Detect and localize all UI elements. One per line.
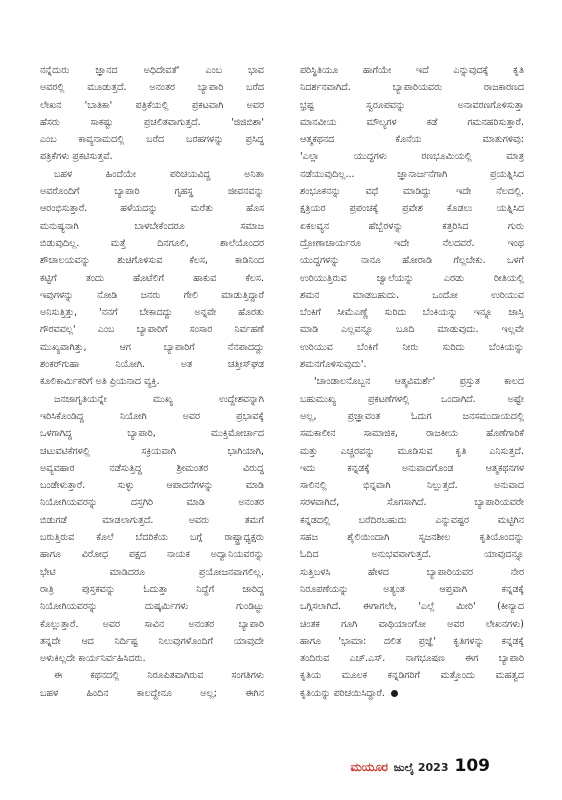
text-line bbox=[40, 581, 264, 598]
text-line bbox=[300, 373, 524, 390]
text-line-content: ಅವರಲ್ಲಿ ಮೂಡುತ್ತದೆ. ಅನಂತರ ಬ್ಯಾಪಾರಿ ಬರೆದ bbox=[40, 82, 264, 94]
text-line-content: ಕಟ್ಟಿಗೆ ತಂದು ಹೊಟೆಲಿಗೆ ಹಾಕುವ ಕೆಲಸ. bbox=[40, 272, 264, 284]
article-column-left bbox=[40, 62, 264, 702]
text-line-content: ಪತ್ರಿಕೆಗಳು ಪ್ರಕಟಿಸುತ್ತವೆ. bbox=[40, 151, 113, 163]
magazine-logo: ಮಯೂರ bbox=[350, 760, 388, 774]
text-line-content: ಬರುತ್ತಿರುವ ಕೊಲೆ ಬೆದರಿಕೆಯ ಬಗ್ಗೆ ರಾಷ್ಟ್ರಾಧ್ಯಕ್ಷರು bbox=[40, 532, 264, 544]
text-line-content: ಶಂಕರ್‌ಗುಹಾ ನಿಯೋಗಿ. ಅತ ಚತ್ತೀಸ್‌ಘಡ bbox=[40, 359, 264, 371]
text-line-content: ಉರಿಯುತ್ತಿರುವ ಜ್ವಾಲೆಯನ್ನು ಎರಡು ರೀತಿಯಲ್ಲಿ bbox=[300, 272, 524, 284]
text-line bbox=[40, 97, 264, 114]
text-line bbox=[40, 529, 264, 546]
text-line-content: ಚಟುವಟಿಕೆಗಳಲ್ಲಿ ಸಕ್ರಿಯವಾಗಿ ಭಾಗಿಯಾಗಿ, bbox=[40, 445, 264, 457]
text-line-content: ಮಾಡಿ ಎಲ್ಲವನ್ನೂ ಬೂದಿ ಮಾಡುವುದು. ಇಲ್ಲವೇ bbox=[300, 324, 524, 336]
text-line bbox=[300, 443, 524, 460]
text-line-content: ಓದಿದ ಅನುಭವವಾಗುತ್ತದೆ. ಯಾವುದನ್ನೂ bbox=[300, 549, 524, 561]
text-line bbox=[40, 685, 264, 702]
text-line-content: ತನ್ನದೇ ಆದ ನಿರ್ದಿಷ್ಟ ನಿಲುವುಗಳೊಂದಿಗೆ ಯಾವುದೇ bbox=[40, 635, 264, 647]
text-line bbox=[300, 97, 524, 114]
text-line-content: 'ಚಾಂಡಾಲನೊಬ್ಬನ ಆತ್ಮವಿಮರ್ಶೆ' ಪ್ರಸ್ತುತ ಕಾಲದ bbox=[314, 376, 524, 388]
text-line-content: ಪರಿಸ್ಥಿತಿಯೂ ಹಾಗೆಯೇ ಇದೆ ಎನ್ನುವುದಕ್ಕೆ ಕೃತಿ bbox=[300, 65, 524, 76]
text-line-content: ನಿಯೋಗಿಯವರನ್ನು ದಸ್ತಗಿರಿ ಮಾಡಿ ಅನಂತರ bbox=[40, 497, 264, 509]
text-line-content: ಕೃತಿಯ ಮೂಲಕ ಕನ್ನಡಿಗರಿಗೆ ಮತ್ತೊಂದು ಮಹತ್ವದ bbox=[300, 670, 524, 682]
text-line-content: ಬಹಳ ಹಿಂದೆಯೇ ಪರಿಚಯವಿದ್ದ ಅನಿತಾ bbox=[54, 168, 264, 180]
text-line bbox=[300, 287, 524, 304]
text-line bbox=[40, 62, 264, 79]
text-line-content: ಬಂಡೇಳುತ್ತಾರೆ. ಸುಳ್ಳು ಆಪಾದನೆಗಳನ್ನು ಮಾಡಿ bbox=[40, 480, 264, 492]
text-line-content: ಈ ಕಥನದಲ್ಲಿ ನಿರೂಪಿತವಾಗಿರುವ ಸಂಗತಿಗಳು bbox=[54, 670, 264, 682]
text-line-content: ಕೊಲ್ಲುತ್ತಾರೆ. ಅವರ ಸಾವಿನ ಅನಂತರ ಬ್ಯಾಪಾರಿ bbox=[40, 618, 264, 630]
text-line bbox=[300, 529, 524, 546]
text-line-content: ಅನಿಸುತ್ತಿತ್ತು, 'ನನಗೆ ಬೇಕಾದದ್ದು ಅನ್ನವೇ ಹೊರತು bbox=[40, 307, 264, 319]
text-line-content: ದ್ರೋಣಾಚಾರ್ಯರೂ ಇದೇ ನೆಲದವರೆ. ಇಂಥ bbox=[300, 237, 524, 249]
text-line-content: ಕ್ಷತ್ರಿಯರ ಪ್ರಪಂಚಕ್ಕೆ ಪ್ರವೇಶ ಕೊಡಲು ಯತ್ನಿಸಿದ bbox=[300, 203, 524, 215]
text-line-content: ಒಗ್ಗಿಸಲಾಗಿದೆ. ಈಗಾಗಲೇ, 'ಎಲ್ಲೆ ಮೀರಿ' (ಕೀನ್ಯಾದ bbox=[300, 601, 524, 613]
text-line bbox=[40, 477, 264, 494]
text-line-content: ಒಳಗಾಗಿದ್ದ ಬ್ಯಾಪಾರಿ, ಮುಕ್ತಿಮೋರ್ಚಾದ bbox=[40, 428, 264, 440]
text-line bbox=[40, 200, 264, 217]
text-line bbox=[300, 356, 524, 373]
text-line bbox=[40, 148, 264, 165]
text-line bbox=[300, 148, 524, 165]
text-line bbox=[40, 356, 264, 373]
text-line-content: ಶೌಚಾಲಯವನ್ನು ಶುಚಿಗೊಳಿಸುವ ಕೆಲಸ, ಕಾಡಿನಿಂದ bbox=[40, 255, 264, 267]
page-footer bbox=[350, 756, 490, 776]
text-line bbox=[300, 425, 524, 442]
text-line bbox=[40, 114, 264, 131]
text-line bbox=[300, 598, 524, 615]
text-line bbox=[300, 685, 524, 702]
text-line bbox=[300, 304, 524, 321]
text-line bbox=[300, 131, 524, 148]
text-line-content: ಬಿಡುಗಡೆ ಮಾಡಲಾಗುತ್ತದೆ. ಅವರು ತಮಗೆ bbox=[40, 514, 264, 526]
text-line-content: ಅಳುಕಿಲ್ಲದೇ ಕಾರ್ಯನಿರ್ವಹಿಸಿದರು. bbox=[40, 653, 146, 665]
text-line-content: ಆರಂಭಿಸುತ್ತಾರೆ. ಹಳೆಯದನ್ನು ಮರೆತು ಹೊಸ bbox=[40, 203, 264, 215]
text-line-content: ನನ್ನೆದುರು ಜ್ಞಾನದ ಅಧಿದೇವತೆ' ಎಂಬ ಭಾವ bbox=[40, 65, 264, 76]
text-line-content: ಭ್ರಷ್ಟ ಸ್ವರೂಪವನ್ನು ಅನಾವರಣಗೊಳಿಸುತ್ತಾ bbox=[300, 99, 524, 111]
text-line-content: ಹಾಗೂ ವಿರೋಧ ಪಕ್ಷದ ನಾಯಕ ಅದ್ವಾನಿಯವರನ್ನು bbox=[40, 549, 264, 561]
text-line bbox=[300, 62, 524, 79]
text-line-content: ಅವರೊಂದಿಗೆ ಬ್ಯಾಪಾರಿ ಗೃಹಸ್ಥ ಜೀವನವನ್ನು bbox=[40, 186, 264, 198]
text-line-content: ಅಲ್ಲ, ಪ್ರಜ್ಞಾವಂತ ಓದುಗ ಜನಸಮುದಾಯದಲ್ಲಿ bbox=[300, 410, 524, 422]
text-line-content: ಗೌರವವಲ್ಲ' ಎಂಬ ಬ್ಯಾಪಾರಿಗೆ ಸಂಸಾರ ನಿರ್ವಹಣೆ bbox=[40, 324, 264, 336]
text-line-content: ನಿಯೋಗಿಯವರನ್ನು ದುಷ್ಕರ್ಮಿಗಳು ಗುಂಡಿಟ್ಟು bbox=[40, 601, 264, 613]
text-line bbox=[40, 79, 264, 96]
text-line-content: ಬಿಡುವುದಿಲ್ಲ. ಮತ್ತೆ ದಿನಗೂಲಿ, ಶಾಲೆಯೊಂದರ bbox=[40, 237, 264, 249]
text-line bbox=[40, 131, 264, 148]
text-line-content: ಮುಖ್ಯವಾಗಿತ್ತು, ಆಗ ಬ್ಯಾಪಾರಿಗೆ ನೆನಪಾದದ್ದು bbox=[40, 341, 264, 353]
text-line bbox=[40, 546, 264, 563]
text-line-content: ಸಹಜ ಶೈಲಿಯಿಂದಾಗಿ ಸೃಜನಶೀಲ ಕೃತಿಯೊಂದನ್ನು bbox=[300, 532, 524, 544]
text-line-content: ಚಿಂತಕ ಗೂಗಿ ವಾಥಿಯಾಂಗೋ ಅವರ ಲೇಖನಗಳು) bbox=[300, 618, 524, 630]
text-line-content: ಕೂಲಿಕಾರ್ಮಿಕರಿಗೆ ಅತಿ ಪ್ರಿಯನಾದ ವ್ಯಕ್ತಿ. bbox=[40, 376, 160, 388]
text-line bbox=[40, 166, 264, 183]
text-line-content: ಕೃತಿಯನ್ನು ಪರಿಚಯಿಸಿದ್ದಾರೆ. bbox=[300, 687, 385, 699]
page-number: 109 bbox=[454, 756, 490, 776]
text-line bbox=[40, 287, 264, 304]
text-line-content: ಬಹಳ ಹಿಂದಿನ ಕಾಲದ್ದೇನೂ ಅಲ್ಲ; ಈಗಿನ bbox=[40, 687, 264, 699]
text-line bbox=[40, 252, 264, 269]
text-line bbox=[300, 391, 524, 408]
text-line-content: ಜನಜಾಗೃತಿಯನ್ನೇ ಮುಖ್ಯ ಉದ್ದೇಶವನ್ನಾಗಿ bbox=[54, 393, 264, 405]
text-line bbox=[300, 114, 524, 131]
text-line-content: ಹಾಗೂ 'ಭಾಮಾ: ದಲಿತ ಪ್ರಜ್ಞೆ' ಕೃತಿಗಳನ್ನು ಕನ್ನಡಕ್ಕೆ bbox=[300, 635, 524, 647]
text-line bbox=[300, 512, 524, 529]
text-line bbox=[300, 477, 524, 494]
text-line bbox=[40, 650, 264, 667]
text-line-content: ನಿರೂಪಣೆಯನ್ನು ಅತ್ಯಂತ ಆಪ್ತವಾಗಿ ಕನ್ನಡಕ್ಕೆ bbox=[300, 583, 524, 595]
text-line bbox=[300, 79, 524, 96]
text-line-content: 'ಎಲ್ಲಾ ಯುದ್ಧಗಳು ರಣಭೂಮಿಯಲ್ಲಿ ಮಾತ್ರ bbox=[300, 151, 524, 163]
text-line-content: ಭೇಟಿ ಮಾಡಿದರೂ ಪ್ರಯೋಜನವಾಗಲಿಲ್ಲ. bbox=[40, 566, 264, 578]
text-line bbox=[40, 321, 264, 338]
text-line bbox=[300, 218, 524, 235]
text-line bbox=[40, 598, 264, 615]
text-line-content: ಇದು ಕನ್ನಡಕ್ಕೆ ಅನುವಾದಗೊಂಡ ಆತ್ಮಕಥನಗಳ bbox=[300, 462, 524, 474]
text-line-content: ಶಂಭೂಕನನ್ನು ವಧೆ ಮಾಡಿದ್ದು ಇದೇ ನೆಲದಲ್ಲಿ. bbox=[300, 186, 524, 198]
text-line bbox=[300, 339, 524, 356]
text-line bbox=[40, 494, 264, 511]
text-line-content: ಕನ್ನಡದಲ್ಲಿ ಬರೆದಿರಬಹುದು ಎನ್ನುವಷ್ಟರ ಮಟ್ಟಿಗಿನ bbox=[300, 514, 524, 526]
text-line bbox=[300, 650, 524, 667]
text-line-content: ಅವ್ಯವಹಾರ ನಡೆಸುತ್ತಿದ್ದ ಶ್ರೀಮಂತರ ವಿರುದ್ಧ bbox=[40, 462, 264, 474]
text-line-content: ಬೆಂಕಿಗೆ ಸೀಮೆಎಣ್ಣೆ ಸುರಿದು ಬೆಂಕಿಯನ್ನು ಇನ್ನೂ ಜಾಸ್ತಿ bbox=[300, 307, 524, 319]
text-line bbox=[40, 408, 264, 425]
text-line bbox=[300, 546, 524, 563]
text-line-content: ಬಹುಮುಖ್ಯ ಪ್ರಕಟಣೆಗಳಲ್ಲಿ ಒಂದಾಗಿದೆ. ಅಷ್ಟೇ bbox=[300, 393, 524, 405]
text-line-content: ಸಮಕಾಲೀನ ಸಾಮಾಜಿಕ, ರಾಜಕೀಯ ಹೊಣೆಗಾರಿಕೆ bbox=[300, 428, 524, 440]
text-line-content: ಏಕಲವ್ಯನ ಹೆಬ್ಬೆರಳನ್ನು ಕತ್ತರಿಸಿದ ಗುರು bbox=[300, 220, 524, 232]
text-line-content: ನಡೆಯುವುದಿಲ್ಲ... ಜ್ಞಾನಾರ್ಜನೆಗಾಗಿ ಪ್ರಯತ್ನಿಸಿದ bbox=[300, 168, 524, 180]
text-line bbox=[300, 460, 524, 477]
text-line bbox=[40, 235, 264, 252]
text-line bbox=[40, 616, 264, 633]
text-line bbox=[300, 564, 524, 581]
text-line bbox=[300, 235, 524, 252]
text-line-content: ಸರಳವಾಗಿದೆ, ಸೊಗಸಾಗಿದೆ. ಬ್ಯಾಪಾರಿಯವರೇ bbox=[300, 497, 524, 509]
text-line-content: ತಂದಿರುವ ಎಚ್.ಎಸ್. ನಾಗಭೂಷಣ ಈಗ ಬ್ಯಾಪಾರಿ bbox=[300, 653, 524, 665]
text-line bbox=[40, 460, 264, 477]
text-line bbox=[40, 391, 264, 408]
text-line-content: ಇರಿಸಿಕೊಂಡಿದ್ದ ನಿಯೋಗಿ ಅವರ ಪ್ರಭಾವಕ್ಕೆ bbox=[40, 410, 264, 422]
text-line-content: ಹೆಸರು ಸಾಕಷ್ಟು ಪ್ರಚಲಿತವಾಗುತ್ತದೆ. 'ಜಿಜಿಬಿಶಾ' bbox=[40, 116, 264, 128]
text-line-content: ಇವುಗಳನ್ನು ನೋಡಿ ಜನರು ಗೇಲಿ ಮಾಡುತ್ತಿದ್ದಾರೆ bbox=[40, 289, 264, 301]
text-line-content: ಯುದ್ಧಗಳನ್ನು ನಾನೂ ಹೋರಾಡಿ ಗೆಲ್ಲಬೇಕು. ಒಳಗೆ bbox=[300, 255, 524, 267]
text-line-content: ನಿದರ್ಶನವಾಗಿದೆ. ಬ್ಯಾಪಾರಿಯವರು ರಾಜಕಾರಣದ bbox=[300, 82, 524, 94]
text-line bbox=[40, 304, 264, 321]
text-line-content: ಸಾಲಿನಲ್ಲಿ ಭಿನ್ನವಾಗಿ ನಿಲ್ಲುತ್ತದೆ. ಅನುವಾದ bbox=[300, 480, 524, 492]
text-line bbox=[300, 252, 524, 269]
text-line bbox=[300, 321, 524, 338]
text-line-content: ರಾತ್ರಿ ಪುಸ್ತಕವನ್ನು ಓದುತ್ತಾ ನಿದ್ದೆಗೆ ಜಾರಿದ್ದ bbox=[40, 583, 264, 595]
text-line bbox=[300, 633, 524, 650]
article-column-right bbox=[300, 62, 524, 702]
text-line-content: ಮತ್ತು ಎಚ್ಚರವನ್ನು ಮೂಡಿಸುವ ಕೃತಿ ಎನಿಸುತ್ತದೆ. bbox=[300, 445, 524, 457]
text-line bbox=[300, 581, 524, 598]
text-line bbox=[300, 200, 524, 217]
text-line bbox=[300, 183, 524, 200]
text-line bbox=[300, 616, 524, 633]
text-line-content: ಆತ್ಮಕಥನದ ಕೊನೆಯ ಮಾತುಗಳಿವು: bbox=[300, 134, 524, 146]
text-line-content: ಮಾನವೀಯ ಮೌಲ್ಯಗಳ ಕಡೆ ಗಮನಹರಿಸುತ್ತಾರೆ. bbox=[300, 116, 524, 128]
text-line bbox=[40, 425, 264, 442]
article-end-bullet-icon bbox=[391, 690, 398, 697]
text-line-content: ಲೇಖನ 'ಬಾತಿಕಾ' ಪತ್ರಿಕೆಯಲ್ಲಿ ಪ್ರಕಟವಾಗಿ ಅವರ bbox=[40, 99, 264, 111]
text-line bbox=[40, 270, 264, 287]
text-line bbox=[300, 166, 524, 183]
text-line-content: ಸುತ್ತಿಬಳಸಿ ಹೇಳದ ಬ್ಯಾಪಾರಿಯವರ ನೇರ bbox=[300, 566, 524, 578]
text-line-content: ಉರಿಯುವ ಬೆಂಕಿಗೆ ನೀರು ಸುರಿದು ಬೆಂಕಿಯನ್ನು bbox=[300, 341, 524, 353]
text-line bbox=[40, 443, 264, 460]
text-line bbox=[40, 564, 264, 581]
text-line bbox=[40, 218, 264, 235]
text-line bbox=[40, 183, 264, 200]
text-line bbox=[300, 667, 524, 684]
text-line bbox=[300, 494, 524, 511]
text-line-content: ಶಮನಗೊಳಿಸುವುದು'. bbox=[300, 359, 367, 371]
text-line bbox=[40, 339, 264, 356]
text-line bbox=[40, 667, 264, 684]
text-line-content: ಮನುಷ್ಯನಾಗಿ ಬಾಳಬೇಕೆಂದರೂ ಸಮಾಜ bbox=[40, 220, 264, 232]
issue-date: ಜುಲೈ 2023 bbox=[393, 761, 449, 774]
text-line bbox=[300, 270, 524, 287]
text-line-content: ಶಮನ ಮಾಡಬಹುದು. ಒಂದೋ ಉರಿಯುವ bbox=[300, 289, 524, 301]
text-line bbox=[40, 633, 264, 650]
text-line bbox=[40, 373, 264, 390]
text-line-content: ಎಂಬ ಕಾವ್ಯನಾಮದಲ್ಲಿ ಬರೆದ ಬರಹಗಳನ್ನು ಪ್ರಸಿದ್ಧ bbox=[40, 134, 264, 146]
text-line bbox=[300, 408, 524, 425]
text-line bbox=[40, 512, 264, 529]
